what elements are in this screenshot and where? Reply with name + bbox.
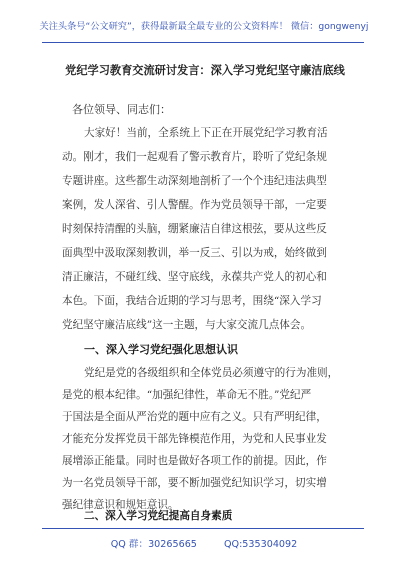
footer-qq-group: QQ 群：30265665 bbox=[110, 539, 197, 550]
paragraph-line: 为一名党员领导干部，要不断加强党纪知识学习，切实增 bbox=[62, 477, 327, 489]
section-heading-1: 一、深入学习党纪强化思想认识 bbox=[84, 343, 238, 356]
header-divider bbox=[42, 42, 364, 43]
footer-contact bbox=[0, 538, 408, 552]
paragraph-line: 动。刚才，我们一起观看了警示教育片，聆听了党纪条规 bbox=[62, 151, 327, 163]
paragraph-line: 面典型中汲取深刻教训，举一反三、引以为戒，始终做到 bbox=[62, 247, 327, 259]
salutation: 各位领导、同志们： bbox=[72, 103, 171, 116]
paragraph-line: 时刻保持清醒的头脑，绷紧廉洁自律这根弦，要从这些反 bbox=[62, 223, 327, 235]
paragraph-line: 强纪律意识和规矩意识。 bbox=[62, 499, 179, 511]
section-heading-2: 二、深入学习党纪提高自身素质 bbox=[84, 510, 233, 522]
paragraph-line: 清正廉洁，不碰红线、坚守底线，永葆共产党人的初心和 bbox=[62, 271, 327, 283]
paragraph-line: 于国法是全面从严治党的题中应有之义。只有严明纪律， bbox=[62, 411, 327, 423]
paragraph-line: 党纪是党的各级组织和全体党员必须遵守的行为准则， bbox=[84, 367, 339, 379]
paragraph-line: 本色。下面，我结合近期的学习与思考，围绕“深入学习 bbox=[62, 295, 322, 307]
paragraph-line: 展增添正能量。同时也是做好各项工作的前提。因此，作 bbox=[62, 455, 327, 467]
paragraph-line: 党纪坚守廉洁底线”这一主题，与大家交流几点体会。 bbox=[62, 319, 312, 331]
footer-divider bbox=[42, 528, 364, 529]
header-banner: 关注头条号“公文研究”，获得最新最全最专业的公文资料库！ 微信：gongwenyj bbox=[39, 21, 369, 32]
paragraph-line: 才能充分发挥党员干部先锋模范作用，为党和人民事业发 bbox=[62, 433, 327, 445]
paragraph-line: 是党的根本纪律。“加强纪律性，革命无不胜。”党纪严 bbox=[62, 389, 312, 401]
paragraph-line: 案例，发人深省、引人警醒。作为党员领导干部，一定要 bbox=[62, 199, 327, 211]
footer-qq-number: QQ:535304092 bbox=[223, 539, 298, 550]
document-title: 党纪学习教育交流研讨发言：深入学习党纪坚守廉洁底线 bbox=[65, 63, 345, 77]
paragraph-line: 大家好！当前，全系统上下正在开展党纪学习教育活 bbox=[84, 127, 328, 139]
paragraph-line: 专题讲座。这些都生动深刻地剖析了一个个违纪违法典型 bbox=[62, 175, 327, 187]
